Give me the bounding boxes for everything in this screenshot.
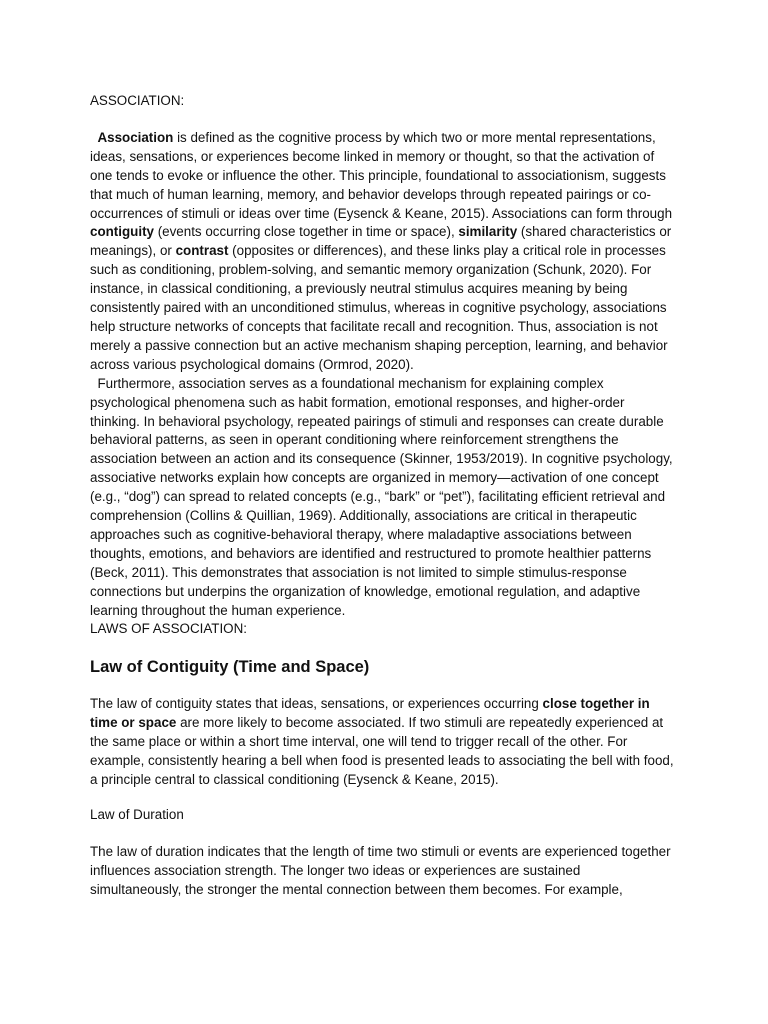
term-similarity: similarity	[458, 224, 518, 240]
intro-text-1: is defined as the cognitive process by which two or more mental representations, ideas, sensations, or experiences become linked in memory or thought, so that the activation of one tends to evoke or influence the other. This principle, foundational to associationism, suggests that much of human learning, memory, and behavior develops through repeated pairings or co-occurrences of stimuli or ideas over time (Eysenck & Keane, 2015). Associations can form through	[90, 129, 676, 221]
duration-heading: Law of Duration	[90, 806, 184, 822]
intro-text-2: (events occurring close together in time or space),	[153, 224, 459, 240]
contiguity-text-2: are more likely to become associated. If two stimuli are repeatedly experienced at the same place or within a short time interval, one will tend to trigger recall of the other. For example, consistently hearing a bell when food is presented leads to associating the bell with food, a principle central to classical conditioning (Eysenck & Keane, 2015).	[90, 715, 674, 787]
contiguity-text-1: The law of contiguity states that ideas, sensations, or experiences occurring	[90, 696, 543, 712]
contiguity-heading: Law of Contiguity (Time and Space)	[90, 658, 370, 677]
document-page	[90, 92, 675, 900]
intro-text-3: (shared characteristics or meanings), or	[90, 224, 675, 259]
term-contrast: contrast	[175, 243, 229, 259]
term-contiguity: contiguity	[90, 224, 154, 240]
contiguity-paragraph	[90, 695, 675, 790]
contiguity-bold: close together in time or space	[90, 696, 650, 731]
second-paragraph: Furthermore, association serves as a foundational mechanism for explaining complex psychological phenomena such as habit formation, emotional responses, and higher-order thinking. In behavioral psychology, repeated pairings of stimuli and responses can create durable behavioral patterns, as seen in operant conditioning where reinforcement strengthens the association between an action and its consequence (Skinner, 1953/2019). In cognitive psychology, associative networks explain how concepts are organized in memory—activation of one concept (e.g., “dog”) can spread to related concepts (e.g., “bark” or “pet”), facilitating efficient retrieval and comprehension (Collins & Quillian, 1969). Additionally, associations are critical in therapeutic approaches such as cognitive-behavioral therapy, where maladaptive associations between thoughts, emotions, and behaviors are identified and restructured to promote healthier patterns (Beck, 2011). This demonstrates that association is not limited to simple stimulus-response connections but underpins the organization of knowledge, emotional regulation, and adaptive learning throughout the human experience.	[90, 375, 677, 618]
term-association: Association	[97, 129, 174, 145]
intro-paragraph	[90, 129, 675, 375]
duration-paragraph: The law of duration indicates that the length of time two stimuli or events are experienced together influences association strength. The longer two ideas or experiences are sustained simultaneously, the stronger the mental connection between them becomes. For example,	[90, 843, 671, 897]
document-title: ASSOCIATION:	[90, 93, 185, 108]
intro-text-4: (opposites or differences), and these links play a critical role in processes such as conditioning, problem-solving, and semantic memory organization (Schunk, 2020). For instance, in classical conditioning, a previously neutral stimulus acquires meaning by being consistently paired with an unconditioned stimulus, whereas in cognitive psychology, associations help structure networks of concepts that facilitate recall and recognition. Thus, association is not merely a passive connection but an active mechanism shaping perception, learning, and behavior across various psychological domains (Ormrod, 2020).	[90, 243, 672, 372]
laws-heading: LAWS OF ASSOCIATION:	[90, 621, 247, 637]
